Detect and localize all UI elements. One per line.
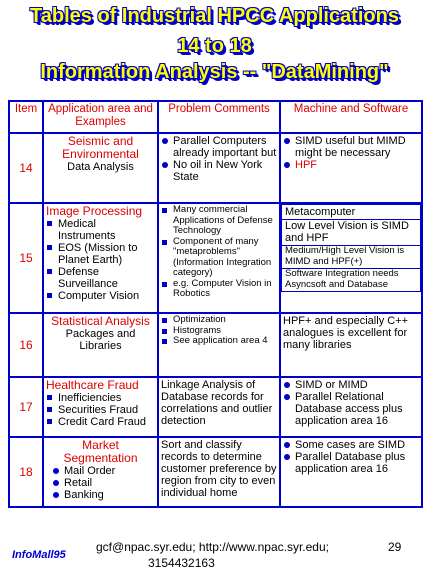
row-area xyxy=(43,133,158,203)
list-item: Computer Vision xyxy=(46,290,155,302)
list-item: Many commercial Applications of Defense Technology xyxy=(161,205,277,237)
row-machine xyxy=(280,437,422,507)
bullet-icon xyxy=(47,407,52,412)
list-item: Securities Fraud xyxy=(46,404,155,416)
list-item: EOS (Mission to Planet Earth) xyxy=(46,242,155,266)
title-line-1: Tables of Industrial HPCC Applications xyxy=(30,5,399,27)
bullet-icon xyxy=(162,282,167,287)
bullet-icon xyxy=(162,138,168,144)
bullet-icon xyxy=(53,468,59,474)
list-item: Defense Surveillance xyxy=(46,266,155,290)
bullet-icon xyxy=(284,394,290,400)
bullet-icon xyxy=(284,454,290,460)
bullet-icon xyxy=(284,442,290,448)
page-number: 29 xyxy=(388,540,402,554)
row-area xyxy=(43,437,158,507)
bullet-icon xyxy=(47,293,52,298)
list-item: Mail Order xyxy=(52,465,155,477)
list-item: Component of many "metaproblems" (Information Integration category) xyxy=(161,237,277,279)
area-title: Statistical Analysis xyxy=(51,314,150,328)
list-item: Banking xyxy=(52,489,155,501)
table-header-row xyxy=(9,101,422,133)
header-item: Item xyxy=(9,101,43,133)
machine-box: Software Integration needs Asyncsoft and Database xyxy=(281,268,421,292)
list-item: Some cases are SIMD xyxy=(283,439,419,451)
area-subtitle: Data Analysis xyxy=(67,161,134,173)
row-problem xyxy=(158,203,280,313)
row-area xyxy=(43,377,158,437)
list-item: Histograms xyxy=(161,326,277,337)
title-line-2: 14 to 18 xyxy=(177,35,252,57)
title-line-3: Information Analysis -- "DataMining" xyxy=(40,61,389,83)
bullet-icon xyxy=(53,492,59,498)
row-machine xyxy=(280,377,422,437)
row-area xyxy=(43,313,158,377)
row-problem xyxy=(158,133,280,203)
row-area xyxy=(43,203,158,313)
list-item: HPF xyxy=(283,159,419,171)
bullet-icon xyxy=(47,245,52,250)
row-item-number: 15 xyxy=(9,203,43,313)
bullet-icon xyxy=(162,162,168,168)
row-problem: Sort and classify records to determine customer preference by region from city to even individual home xyxy=(158,437,280,507)
area-subtitle: Packages and Libraries xyxy=(65,328,136,352)
area-title: Seismic and Environmental xyxy=(62,134,139,161)
header-area: Application area and Examples xyxy=(43,101,158,133)
bullet-icon xyxy=(162,240,167,245)
bullet-icon xyxy=(284,138,290,144)
table-row xyxy=(9,133,422,203)
bullet-icon xyxy=(47,395,52,400)
machine-box: Low Level Vision is SIMD and HPF xyxy=(281,219,421,246)
table-row xyxy=(9,203,422,313)
machine-box: Metacomputer xyxy=(281,204,421,220)
row-machine xyxy=(280,203,422,313)
area-title: Market Segmentation xyxy=(63,438,138,465)
list-item: Inefficiencies xyxy=(46,392,155,404)
list-item: SIMD or MIMD xyxy=(283,379,419,391)
bullet-icon xyxy=(162,329,167,334)
header-problem: Problem Comments xyxy=(158,101,280,133)
bullet-icon xyxy=(284,162,290,168)
row-item-number: 14 xyxy=(9,133,43,203)
list-item: No oil in New York State xyxy=(161,159,277,183)
bullet-icon xyxy=(162,318,167,323)
table-row xyxy=(9,377,422,437)
bullet-icon xyxy=(162,208,167,213)
footer-contact: gcf@npac.syr.edu; http://www.npac.syr.edu; xyxy=(96,540,329,554)
area-title: Image Processing xyxy=(46,204,143,218)
row-item-number: 16 xyxy=(9,313,43,377)
row-machine xyxy=(280,133,422,203)
list-item: Medical Instruments xyxy=(46,218,155,242)
bullet-icon xyxy=(47,269,52,274)
list-item: Parallel Database plus application area 16 xyxy=(283,451,419,475)
infomall-logo: InfoMall95 xyxy=(12,549,66,561)
machine-box: Medium/High Level Vision is MIMD and HPF(+) xyxy=(281,245,421,269)
list-item: Parallel Computers already important but xyxy=(161,135,277,159)
bullet-icon xyxy=(53,480,59,486)
list-item: Optimization xyxy=(161,315,277,326)
header-machine: Machine and Software xyxy=(280,101,422,133)
table-row xyxy=(9,313,422,377)
row-problem: Linkage Analysis of Database records for correlations and outlier detection xyxy=(158,377,280,437)
row-problem xyxy=(158,313,280,377)
list-item: Credit Card Fraud xyxy=(46,416,155,428)
list-item: Retail xyxy=(52,477,155,489)
footer-phone: 3154432163 xyxy=(148,556,215,570)
row-item-number: 18 xyxy=(9,437,43,507)
list-item: SIMD useful but MIMD might be necessary xyxy=(283,135,419,159)
applications-table xyxy=(8,100,423,508)
table-row xyxy=(9,437,422,507)
bullet-icon xyxy=(162,339,167,344)
list-item: e.g. Computer Vision in Robotics xyxy=(161,279,277,300)
bullet-icon xyxy=(47,221,52,226)
list-item: Parallel Relational Database access plus application area 16 xyxy=(283,391,419,427)
row-machine: HPF+ and especially C++ analogues is excellent for many libraries xyxy=(280,313,422,377)
bullet-icon xyxy=(47,419,52,424)
list-item: See application area 4 xyxy=(161,336,277,347)
bullet-icon xyxy=(284,382,290,388)
area-title: Healthcare Fraud xyxy=(46,378,139,392)
row-item-number: 17 xyxy=(9,377,43,437)
